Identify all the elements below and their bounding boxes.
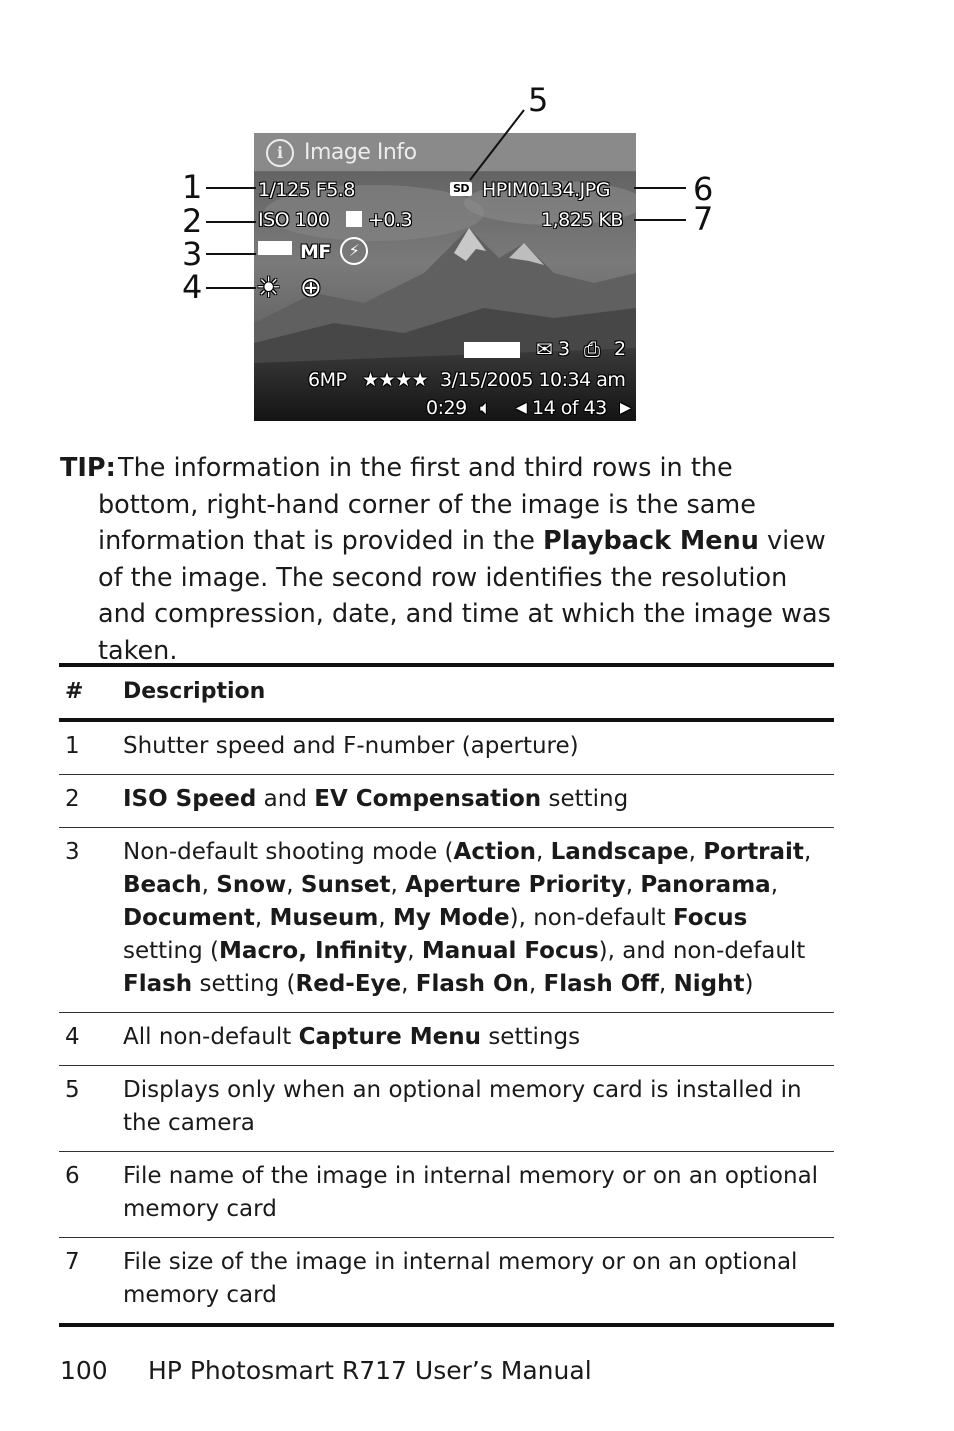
screen-title-bar bbox=[254, 133, 636, 172]
callout-7: 7 bbox=[693, 200, 714, 238]
audio-length-readout: 0:29 bbox=[426, 397, 467, 419]
description-text: settings bbox=[481, 1024, 581, 1050]
description-bold-term: Aperture Priority bbox=[405, 872, 626, 898]
description-bold-term: Snow bbox=[216, 872, 287, 898]
callout-6: 6 bbox=[693, 170, 714, 208]
table-body bbox=[59, 720, 834, 1325]
description-text: and bbox=[256, 786, 315, 812]
callout-3: 3 bbox=[182, 235, 203, 273]
description-bold-term: Museum bbox=[269, 905, 379, 931]
description-text: ), and non-default bbox=[598, 938, 806, 964]
description-bold-term: Macro, Infinity bbox=[219, 938, 408, 964]
shutter-aperture-readout: 1/125 F5.8 bbox=[258, 179, 355, 201]
row-number: 5 bbox=[65, 1077, 80, 1103]
row-number: 7 bbox=[65, 1249, 80, 1275]
row-number: 1 bbox=[65, 733, 80, 759]
flash-icon: ⚡ bbox=[340, 237, 368, 265]
row-description bbox=[123, 720, 834, 775]
description-bold-term: Panorama bbox=[640, 872, 771, 898]
callout-5: 5 bbox=[528, 81, 549, 119]
panorama-sequence-icon bbox=[464, 342, 520, 358]
camera-screen-figure bbox=[0, 0, 954, 440]
description-text: , bbox=[286, 872, 301, 898]
row-description bbox=[123, 828, 834, 1013]
sun-white-balance-icon: ☀ bbox=[256, 271, 281, 304]
header-number: # bbox=[65, 679, 84, 704]
table-row bbox=[59, 1152, 834, 1238]
camera-lcd-screen bbox=[254, 133, 636, 421]
print-icon: ⎙ bbox=[584, 337, 600, 361]
info-icon: i bbox=[266, 139, 294, 167]
quality-stars: ★★★★ bbox=[362, 369, 429, 391]
description-text: , bbox=[625, 872, 641, 898]
header-description: Description bbox=[123, 679, 266, 704]
callout-4: 4 bbox=[182, 268, 203, 306]
filename-readout: HPIM0134.JPG bbox=[482, 179, 610, 201]
page-footer bbox=[60, 1356, 592, 1385]
manual-title: HP Photosmart R717 User’s Manual bbox=[148, 1356, 592, 1385]
description-bold-term: Manual Focus bbox=[421, 938, 599, 964]
resolution-readout: 6MP bbox=[308, 369, 347, 391]
description-bold-term: ISO Speed bbox=[123, 786, 257, 812]
print-count: 2 bbox=[614, 338, 626, 360]
description-text: , bbox=[803, 839, 812, 865]
datetime-readout: 3/15/2005 10:34 am bbox=[440, 369, 626, 391]
tip-text-part-1: The information in the first and third rows in the bottom, right-hand corner of the image is the same information that is provided in the bbox=[98, 453, 756, 557]
iso-readout: ISO 100 bbox=[258, 209, 330, 231]
description-bold-term: Red-Eye bbox=[295, 971, 402, 997]
description-bold-term: Flash On bbox=[415, 971, 529, 997]
manual-focus-readout: MF bbox=[300, 241, 331, 263]
table-row bbox=[59, 828, 834, 1013]
description-text: setting ( bbox=[123, 938, 220, 964]
speaker-icon: 🔈︎ bbox=[480, 397, 491, 419]
tip-text bbox=[60, 450, 840, 670]
row-number: 3 bbox=[65, 839, 80, 865]
row-number: 6 bbox=[65, 1163, 80, 1189]
table-row bbox=[59, 1238, 834, 1326]
description-text: , bbox=[378, 905, 393, 931]
description-text: , bbox=[658, 971, 674, 997]
description-text: ) bbox=[744, 971, 754, 997]
email-icon: ✉ bbox=[536, 337, 553, 361]
description-text: , bbox=[390, 872, 406, 898]
page-number: 100 bbox=[60, 1356, 108, 1385]
leader-line-2 bbox=[206, 221, 256, 223]
leader-line-5 bbox=[460, 108, 530, 184]
description-bold-term: Beach bbox=[123, 872, 202, 898]
filesize-readout: 1,825 KB bbox=[541, 209, 623, 231]
next-arrow-icon: ▶ bbox=[620, 400, 631, 416]
tip-text-part-2: view of the image. The second row identifies the resolution and compression, date, and time at which the image was taken. bbox=[98, 526, 831, 666]
description-bold-term: Flash Off bbox=[543, 971, 659, 997]
description-text: , bbox=[201, 872, 217, 898]
table-row bbox=[59, 720, 834, 775]
description-text: , bbox=[407, 938, 422, 964]
description-text: All non-default bbox=[123, 1024, 299, 1050]
description-text: Non-default shooting mode ( bbox=[123, 839, 454, 865]
description-bold-term: EV Compensation bbox=[314, 786, 542, 812]
tip-paragraph bbox=[60, 450, 840, 670]
description-text: setting bbox=[541, 786, 629, 812]
metering-icon: ⊕ bbox=[300, 273, 322, 303]
leader-line-6 bbox=[634, 187, 686, 189]
description-text: Shutter speed and F-number (aperture) bbox=[123, 733, 579, 759]
table-row bbox=[59, 775, 834, 828]
ev-compensation-icon bbox=[346, 211, 362, 227]
callout-2: 2 bbox=[182, 202, 203, 240]
panorama-mode-icon bbox=[258, 241, 292, 255]
previous-arrow-icon: ◀ bbox=[516, 400, 527, 416]
description-bold-term: Night bbox=[673, 971, 745, 997]
description-text: , bbox=[770, 872, 779, 898]
description-text: , bbox=[401, 971, 416, 997]
description-text: , bbox=[688, 839, 704, 865]
tip-label: TIP: bbox=[60, 453, 116, 483]
description-bold-term: Action bbox=[453, 839, 537, 865]
callout-1: 1 bbox=[182, 168, 203, 206]
leader-line-4 bbox=[206, 287, 256, 289]
screen-title: Image Info bbox=[304, 140, 417, 165]
description-text: ), non-default bbox=[509, 905, 673, 931]
description-table bbox=[59, 663, 834, 1327]
leader-line-1 bbox=[206, 187, 256, 189]
row-description bbox=[123, 1152, 834, 1238]
description-text: File size of the image in internal memory or on an optional memory card bbox=[123, 1249, 798, 1308]
description-bold-term: My Mode bbox=[392, 905, 510, 931]
leader-line-3 bbox=[206, 253, 256, 255]
description-text: setting ( bbox=[192, 971, 296, 997]
description-text: File name of the image in internal memory or on an optional memory card bbox=[123, 1163, 819, 1222]
description-bold-term: Sunset bbox=[300, 872, 391, 898]
image-position-readout: 14 of 43 bbox=[532, 397, 607, 419]
table-row bbox=[59, 1066, 834, 1152]
description-bold-term: Capture Menu bbox=[298, 1024, 482, 1050]
table-row bbox=[59, 1013, 834, 1066]
tip-text-bold: Playback Menu bbox=[543, 526, 759, 557]
table-header-row bbox=[59, 665, 834, 720]
description-bold-term: Document bbox=[123, 905, 255, 931]
description-text: , bbox=[254, 905, 270, 931]
row-description bbox=[123, 775, 834, 828]
row-description bbox=[123, 1238, 834, 1326]
sd-card-icon: SD bbox=[450, 182, 472, 196]
description-bold-term: Focus bbox=[672, 905, 748, 931]
leader-line-7 bbox=[634, 219, 686, 221]
description-bold-term: Portrait bbox=[703, 839, 804, 865]
row-description bbox=[123, 1013, 834, 1066]
description-text: , bbox=[528, 971, 544, 997]
description-bold-term: Landscape bbox=[550, 839, 689, 865]
description-bold-term: Flash bbox=[123, 971, 193, 997]
email-count: 3 bbox=[558, 338, 570, 360]
description-text: , bbox=[536, 839, 551, 865]
row-description bbox=[123, 1066, 834, 1152]
row-number: 2 bbox=[65, 786, 80, 812]
ev-readout: +0.3 bbox=[368, 209, 413, 231]
row-number: 4 bbox=[65, 1024, 80, 1050]
description-text: Displays only when an optional memory card is installed in the camera bbox=[123, 1077, 802, 1136]
